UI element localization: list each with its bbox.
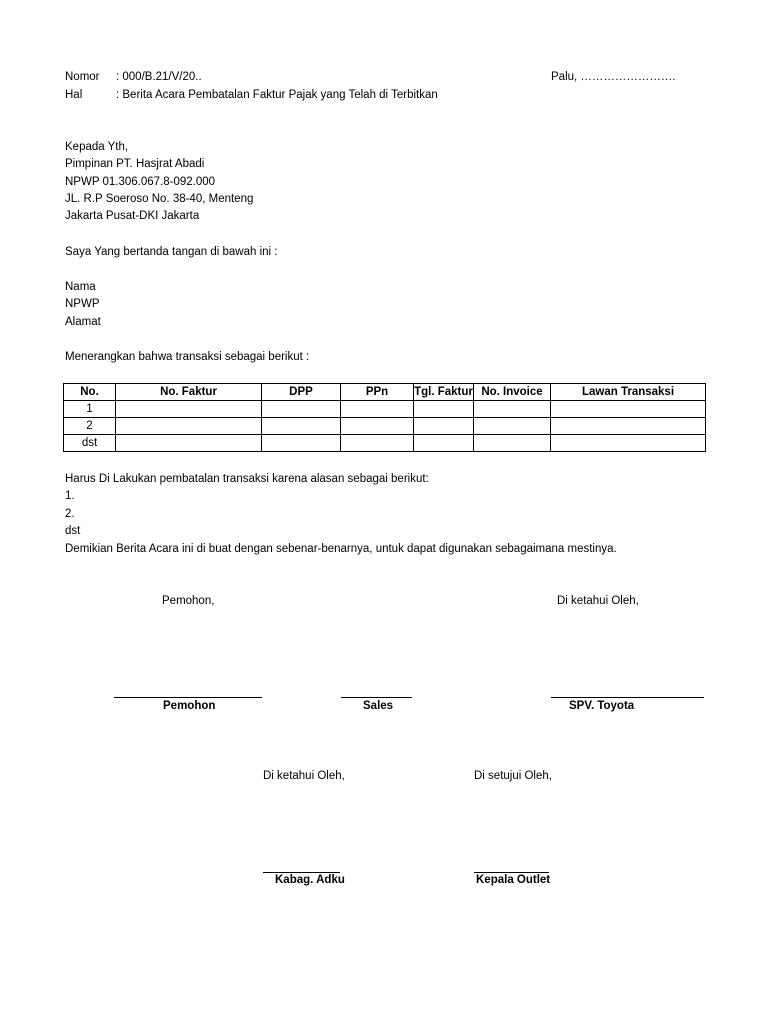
- col-header: Lawan Transaksi: [551, 384, 706, 401]
- col-header: DPP: [262, 384, 341, 401]
- pemohon-caption: Pemohon,: [162, 595, 215, 607]
- statement-text: Menerangkan bahwa transaksi sebagai berikut :: [65, 351, 310, 363]
- diketahui-caption: Di ketahui Oleh,: [263, 770, 345, 782]
- intro-text: Saya Yang bertanda tangan di bawah ini :: [65, 246, 278, 258]
- recipient-line: Pimpinan PT. Hasjrat Abadi: [65, 158, 205, 170]
- table-cell: [551, 418, 706, 435]
- table-cell: [262, 401, 341, 418]
- table-cell: dst: [64, 435, 116, 452]
- transaction-table: [63, 383, 706, 452]
- table-cell: [414, 401, 474, 418]
- reason-title: Harus Di Lakukan pembatalan transaksi karena alasan sebagai berikut:: [65, 473, 429, 485]
- table-cell: [341, 418, 414, 435]
- table-cell: [474, 418, 551, 435]
- table-cell: [551, 435, 706, 452]
- table-cell: [116, 435, 262, 452]
- sales-name: Sales: [363, 700, 394, 712]
- table-cell: [262, 435, 341, 452]
- table-cell: [414, 418, 474, 435]
- table-row: [64, 401, 706, 418]
- table-cell: [116, 401, 262, 418]
- field-npwp: NPWP: [65, 298, 100, 310]
- recipient-line: Jakarta Pusat-DKI Jakarta: [65, 210, 200, 222]
- table-row: [64, 435, 706, 452]
- nomor-value: : 000/B.21/V/20..: [116, 71, 202, 83]
- table-cell: [262, 418, 341, 435]
- closing-text: Demikian Berita Acara ini di buat dengan sebenar-benarnya, untuk dapat digunakan sebagaimana mestinya.: [65, 543, 617, 555]
- recipient-line: JL. R.P Soeroso No. 38-40, Menteng: [65, 193, 254, 205]
- pemohon-name: Pemohon: [163, 700, 216, 712]
- recipient-line: Kepada Yth,: [65, 141, 129, 153]
- table-row: [64, 418, 706, 435]
- disetujui-caption: Di setujui Oleh,: [474, 770, 552, 782]
- table-cell: [474, 435, 551, 452]
- col-header: No. Invoice: [474, 384, 551, 401]
- table-cell: 2: [64, 418, 116, 435]
- hal-value: : Berita Acara Pembatalan Faktur Pajak yang Telah di Terbitkan: [116, 89, 438, 101]
- col-header: PPn: [341, 384, 414, 401]
- diketahui-caption: Di ketahui Oleh,: [557, 595, 639, 607]
- reason-item: 2.: [65, 508, 75, 520]
- col-header: No. Faktur: [116, 384, 262, 401]
- table-cell: [341, 401, 414, 418]
- table-cell: [474, 401, 551, 418]
- recipient-line: NPWP 01.306.067.8-092.000: [65, 176, 216, 188]
- table-cell: [551, 401, 706, 418]
- table-cell: [414, 435, 474, 452]
- reason-item: dst: [65, 525, 81, 537]
- field-nama: Nama: [65, 281, 96, 293]
- kepala-name: Kepala Outlet: [476, 874, 551, 886]
- nomor-label: Nomor: [65, 71, 100, 83]
- spv-name: SPV. Toyota: [569, 700, 635, 712]
- table-header-row: [64, 384, 706, 401]
- col-header: Tgl. Faktur: [414, 384, 474, 401]
- kabag-name: Kabag. Adku: [275, 874, 345, 886]
- hal-label: Hal: [65, 89, 83, 101]
- field-alamat: Alamat: [65, 316, 101, 328]
- table-cell: 1: [64, 401, 116, 418]
- col-header: No.: [64, 384, 116, 401]
- table-cell: [341, 435, 414, 452]
- reason-item: 1.: [65, 490, 75, 502]
- table-cell: [116, 418, 262, 435]
- place-date: Palu, …………………….: [551, 71, 676, 83]
